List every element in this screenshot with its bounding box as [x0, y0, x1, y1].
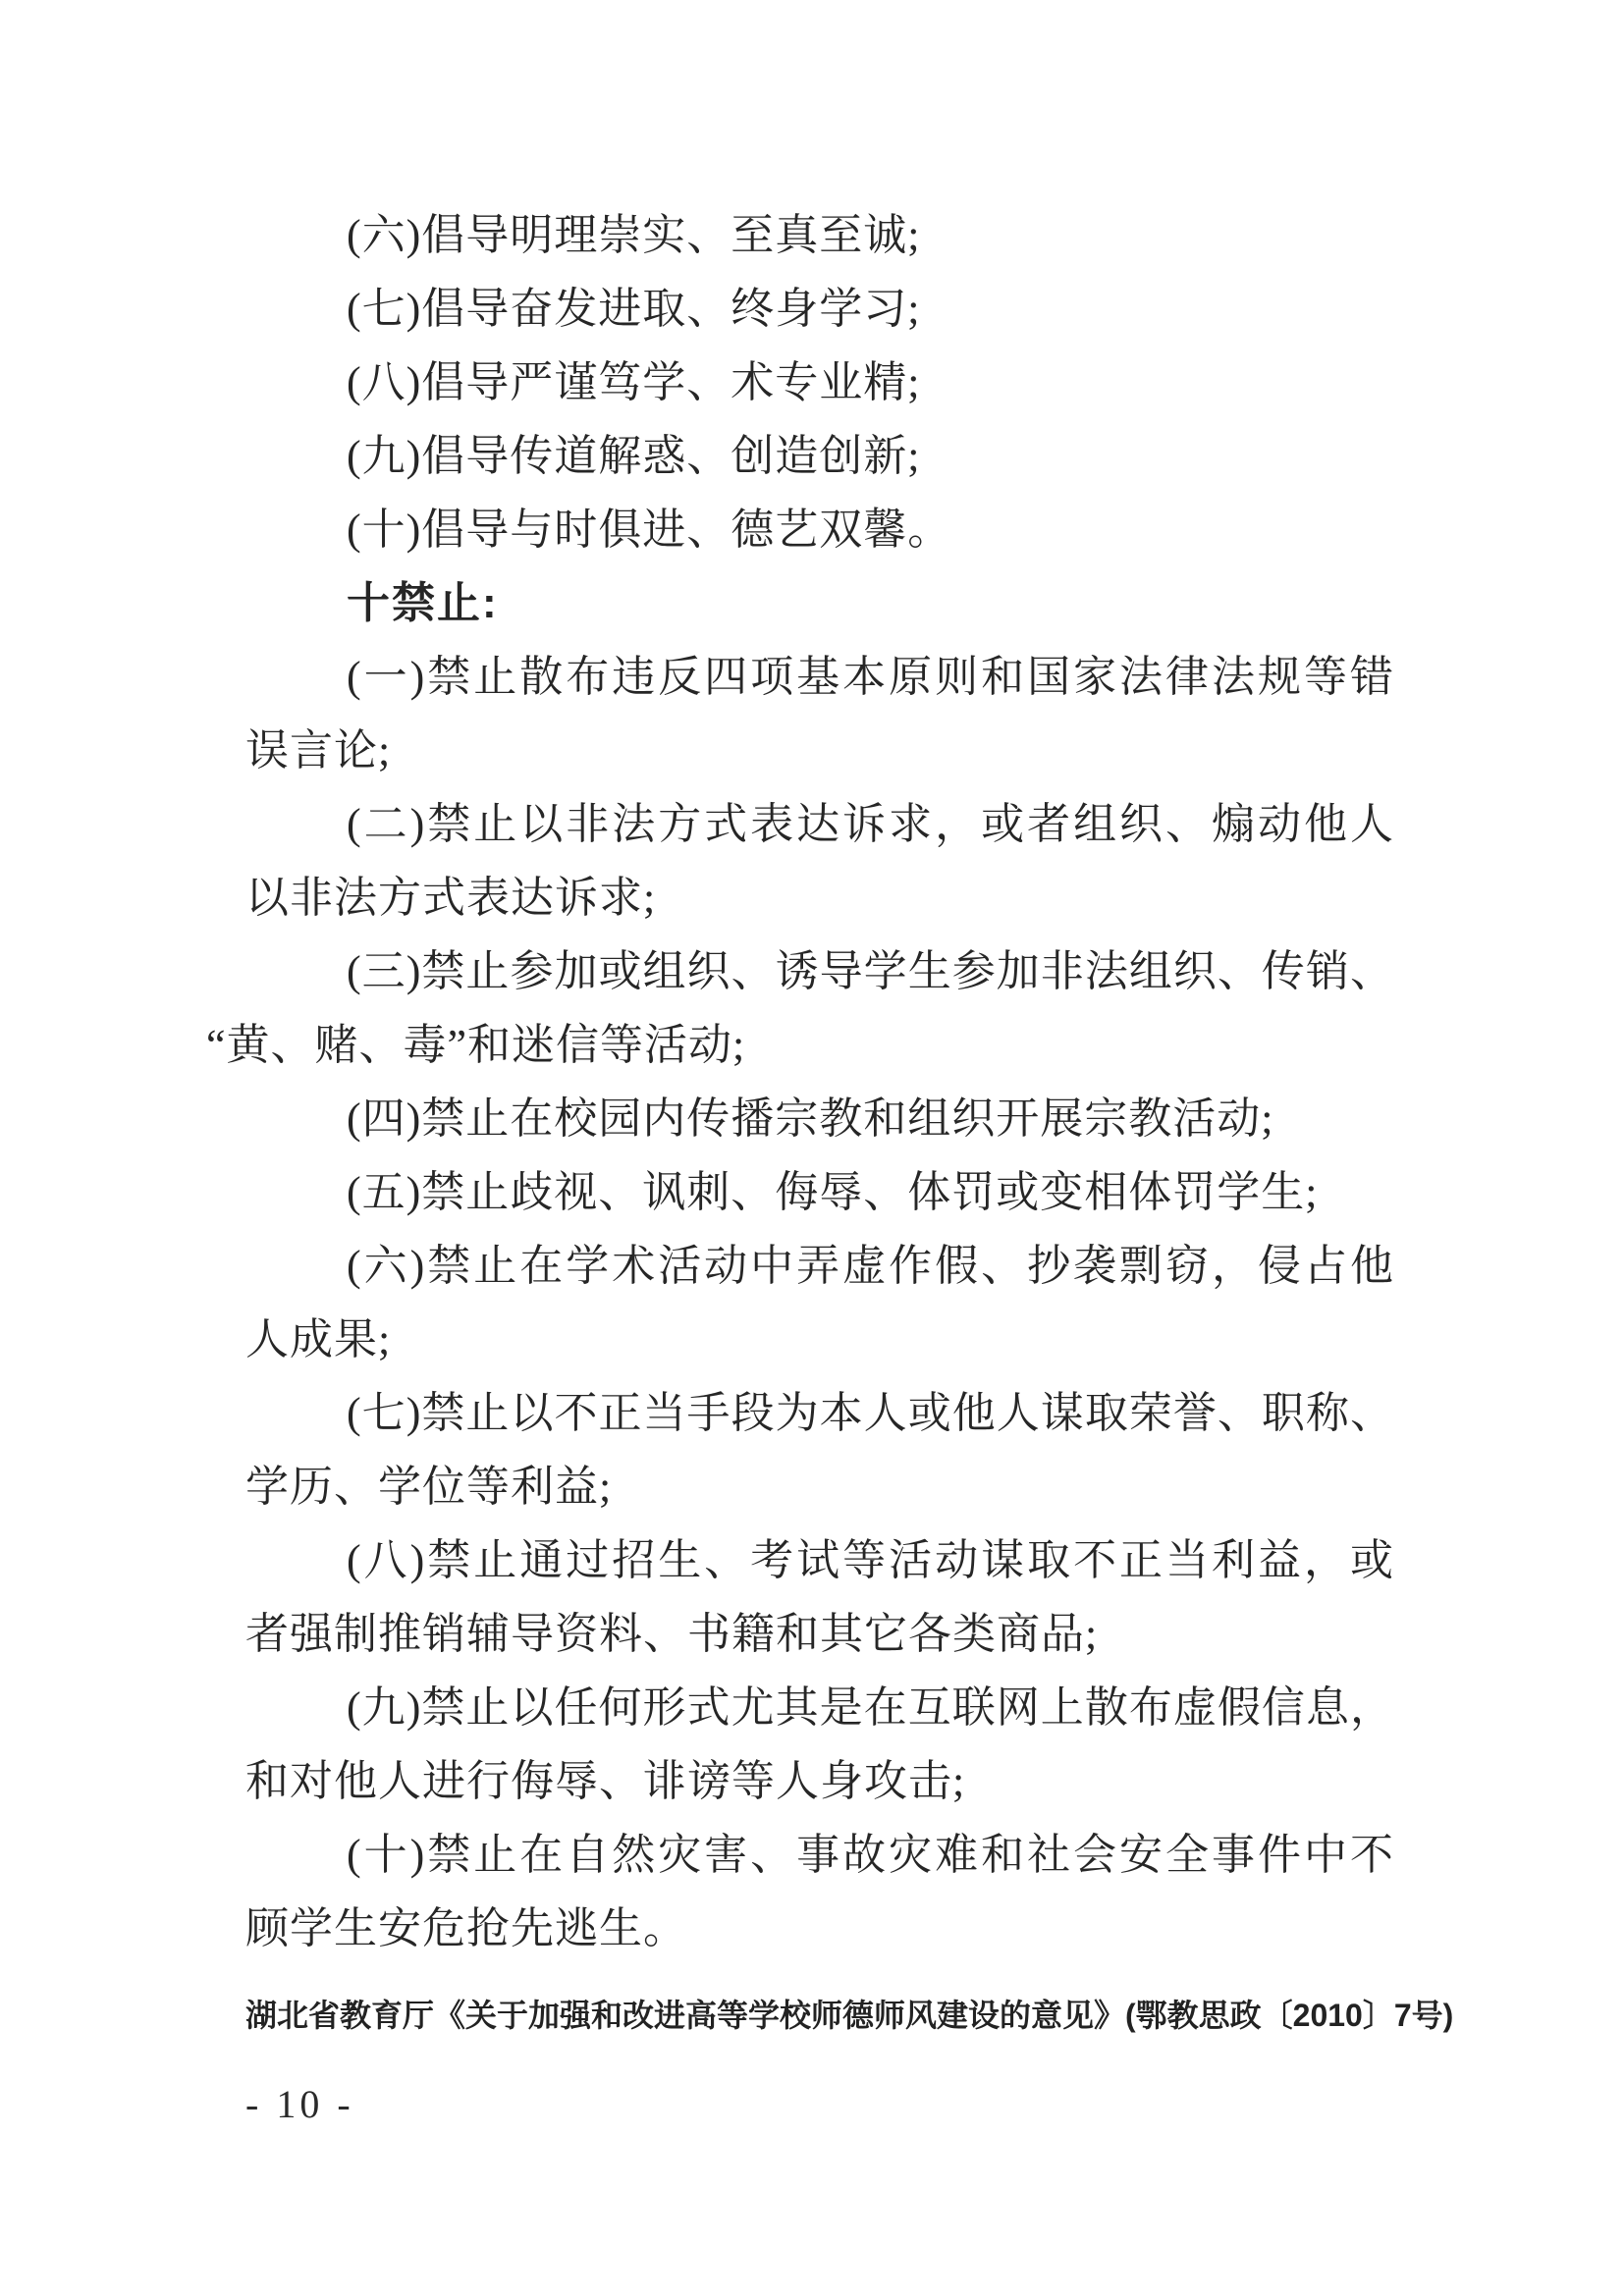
prohibition-item-8: (八)禁止通过招生、考试等活动谋取不正当利益，或 — [347, 1536, 1394, 1584]
prohibition-item-2: (二)禁止以非法方式表达诉求，或者组织、煽动他人 — [347, 800, 1394, 848]
prohibition-item-1: (一)禁止散布违反四项基本原则和国家法律法规等错 — [347, 653, 1394, 701]
prohibitions-heading: 十禁止: — [347, 579, 499, 627]
prohibition-item-10: (十)禁止在自然灾害、事故灾难和社会安全事件中不 — [347, 1831, 1394, 1879]
advocacy-item-9: (九)倡导传道解惑、创造创新; — [347, 432, 921, 480]
prohibition-item-8-cont: 者强制推销辅导资料、书籍和其它各类商品; — [245, 1610, 1099, 1658]
advocacy-item-10: (十)倡导与时俱进、德艺双馨。 — [347, 506, 952, 554]
prohibition-item-5: (五)禁止歧视、讽刺、侮辱、体罚或变相体罚学生; — [347, 1168, 1319, 1216]
prohibition-item-1-cont: 误言论; — [245, 726, 392, 774]
prohibition-item-9: (九)禁止以任何形式尤其是在互联网上散布虚假信息， — [347, 1683, 1394, 1732]
prohibition-item-10-cont: 顾学生安危抢先逃生。 — [245, 1904, 687, 1952]
prohibition-item-3-cont: “黄、赌、毒”和迷信等活动; — [206, 1021, 746, 1069]
prohibition-item-2-cont: 以非法方式表达诉求; — [245, 874, 657, 922]
prohibition-item-4: (四)禁止在校园内传播宗教和组织开展宗教活动; — [347, 1095, 1274, 1143]
prohibition-item-9-cont: 和对他人进行侮辱、诽谤等人身攻击; — [245, 1757, 966, 1805]
page-number: - 10 - — [245, 2082, 354, 2126]
prohibition-item-3: (三)禁止参加或组织、诱导学生参加非法组织、传销、 — [347, 947, 1394, 995]
prohibition-item-6: (六)禁止在学术活动中弄虚作假、抄袭剽窃，侵占他 — [347, 1242, 1394, 1290]
document-body — [206, 198, 1454, 2128]
prohibition-item-7: (七)禁止以不正当手段为本人或他人谋取荣誉、职称、 — [347, 1389, 1394, 1437]
prohibition-item-7-cont: 学历、学位等利益; — [245, 1463, 613, 1511]
advocacy-item-8: (八)倡导严谨笃学、术专业精; — [347, 358, 921, 406]
advocacy-item-6: (六)倡导明理崇实、至真至诚; — [347, 211, 921, 259]
advocacy-item-7: (七)倡导奋发进取、终身学习; — [347, 285, 921, 333]
footnote-source-citation: 湖北省教育厅《关于加强和改进高等学校师德师风建设的意见》(鄂教思政〔2010〕7号) — [245, 1998, 1454, 2033]
prohibition-item-6-cont: 人成果; — [245, 1315, 392, 1363]
